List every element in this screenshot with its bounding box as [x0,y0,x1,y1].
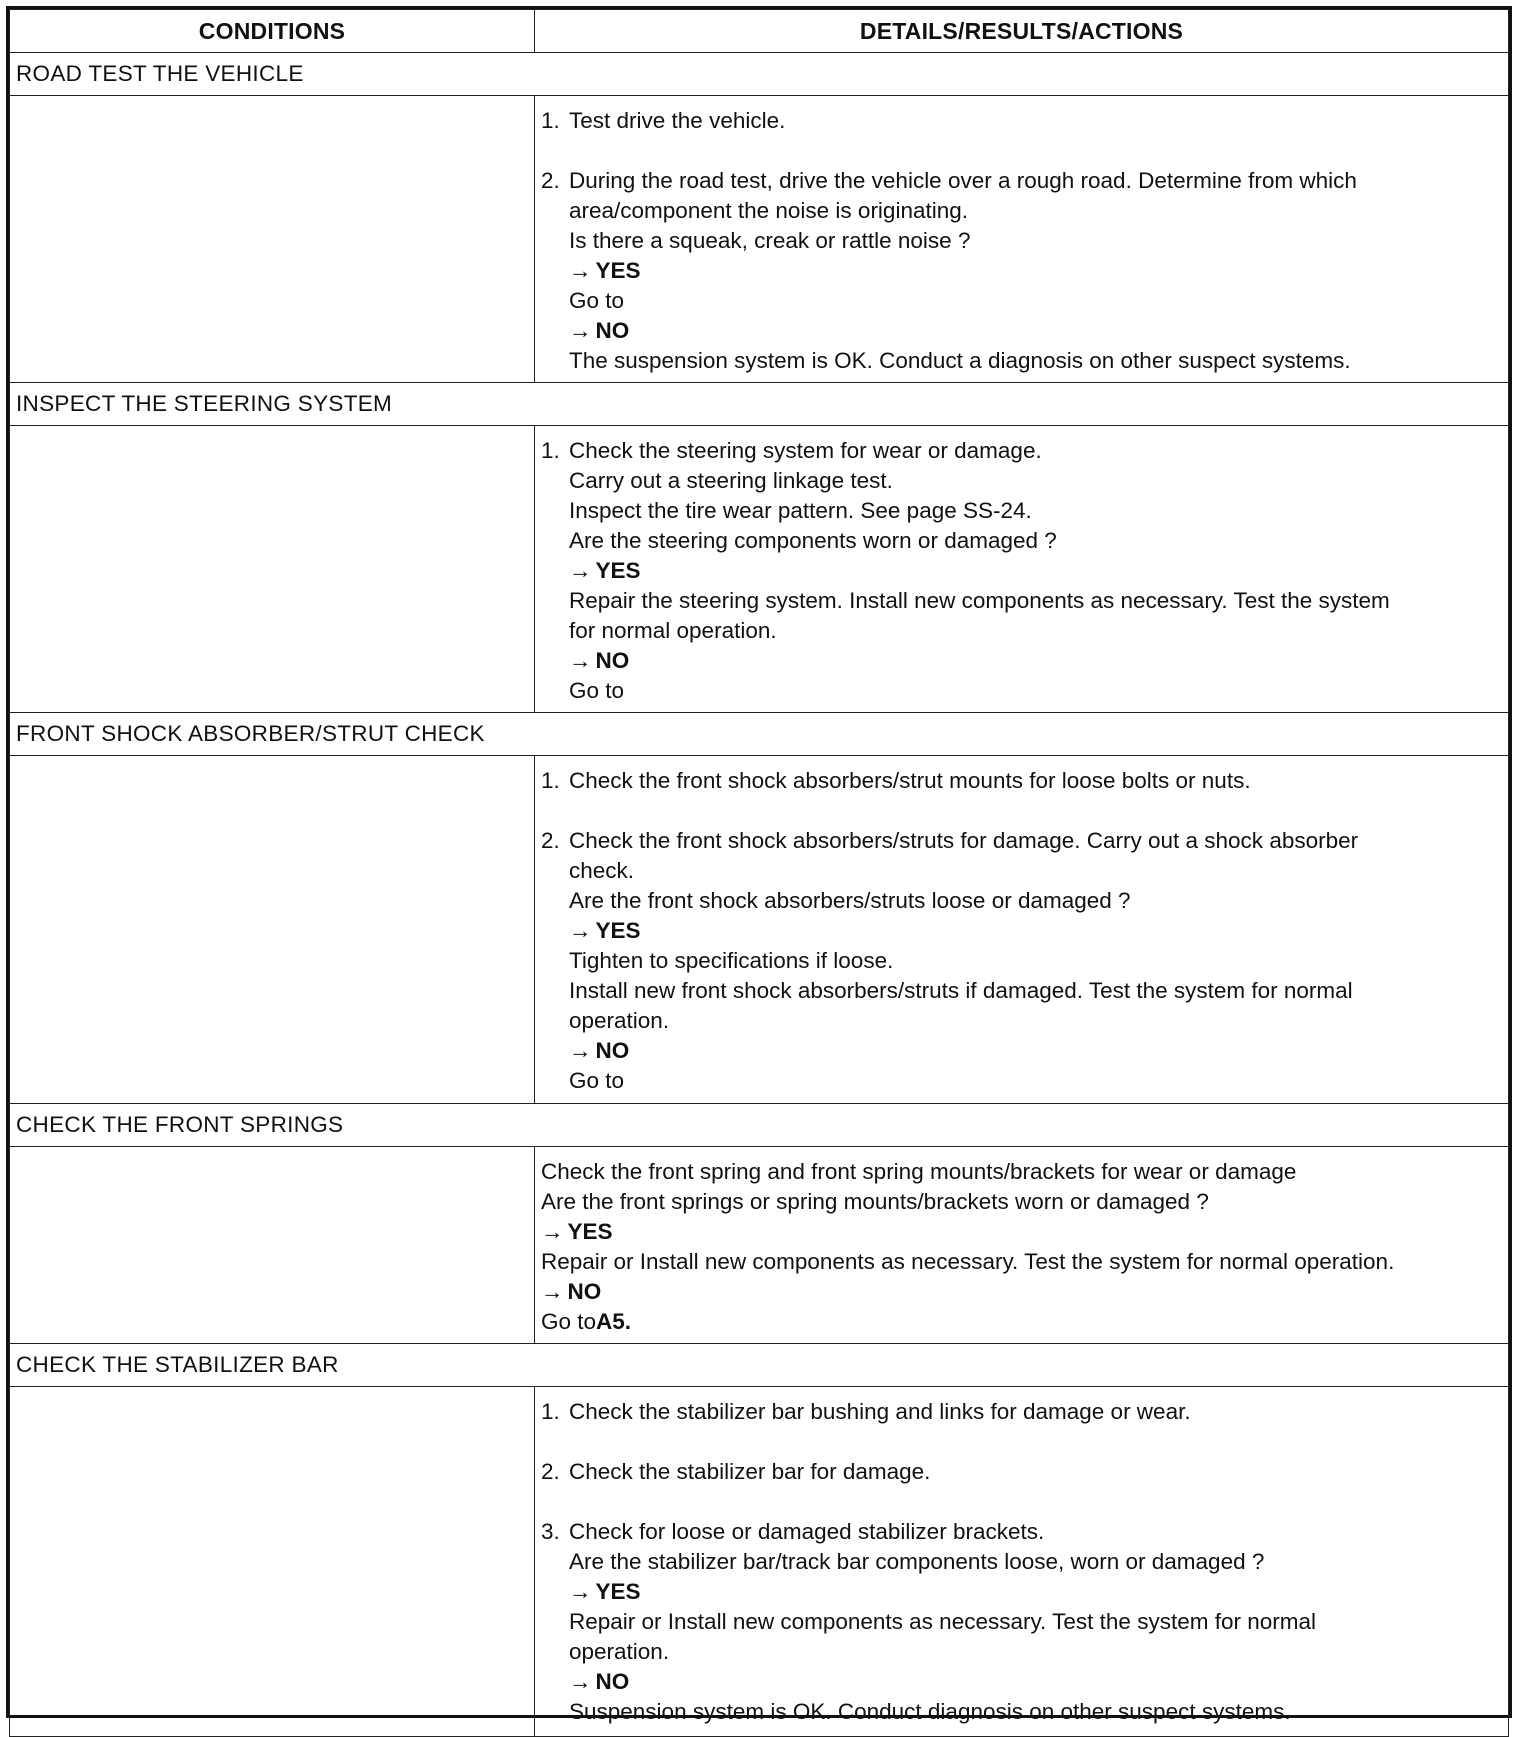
conditions-cell [10,756,535,1104]
no-action: The suspension system is OK. Conduct a diagnosis on other suspect systems. [569,348,1351,373]
step [541,766,1502,796]
step-text: Check the front shock absorbers/struts for damage. Carry out a shock absorber [569,828,1359,853]
section-title: FRONT SHOCK ABSORBER/STRUT CHECK [10,713,1509,756]
yes-result: → YES [569,1579,641,1604]
step-text: Check the stabilizer bar bushing and links for damage or wear. [569,1399,1191,1424]
yes-action: Repair the steering system. Install new components as necessary. Test the system [569,588,1390,613]
no-action: Go to [569,1068,625,1093]
yes-action: Tighten to specifications if loose. [569,948,894,973]
arrow-right-icon: → [569,558,592,583]
step [541,436,1502,706]
step [541,1397,1502,1427]
step-text: Test drive the vehicle. [569,108,786,133]
step-number: 3. [541,1519,560,1544]
step-text: area/component the noise is originating. [569,198,969,223]
no-result: → NO [569,1038,630,1063]
section-body-row [10,756,1509,1104]
conditions-cell [10,426,535,713]
step [541,106,1502,136]
arrow-right-icon: → [569,648,592,673]
step [541,826,1502,1096]
section-title: CHECK THE FRONT SPRINGS [10,1104,1509,1147]
arrow-right-icon: → [569,1038,592,1063]
step-text: Check for loose or damaged stabilizer brackets. [569,1519,1045,1544]
no-result: → NO [541,1279,602,1304]
step-text: Inspect the tire wear pattern. See page SS-24. [569,498,1032,523]
no-result: → NO [569,648,630,673]
section-title: CHECK THE STABILIZER BAR [10,1344,1509,1387]
no-action: Suspension system is OK. Conduct diagnosis on other suspect systems. [569,1699,1291,1724]
step-text: During the road test, drive the vehicle over a rough road. Determine from which [569,168,1357,193]
step-number: 2. [541,168,560,193]
conditions-header: CONDITIONS [10,10,535,53]
question-text: Are the stabilizer bar/track bar components loose, worn or damaged ? [569,1549,1265,1574]
conditions-cell [10,1147,535,1344]
details-cell [535,426,1509,713]
arrow-right-icon: → [569,918,592,943]
details-cell [535,96,1509,383]
section-body-row [10,1147,1509,1344]
question-text: Are the steering components worn or damaged ? [569,528,1057,553]
step-number: 2. [541,1459,560,1484]
yes-action: for normal operation. [569,618,777,643]
section-title: INSPECT THE STEERING SYSTEM [10,383,1509,426]
yes-action: Go to [569,288,625,313]
step-number: 1. [541,108,560,133]
step-text: Check the front spring and front spring mounts/brackets for wear or damage [541,1159,1297,1184]
details-header: DETAILS/RESULTS/ACTIONS [535,10,1509,53]
arrow-right-icon: → [569,258,592,283]
step-text: Check the stabilizer bar for damage. [569,1459,931,1484]
section-row [10,1344,1509,1387]
step-text: Check the steering system for wear or damage. [569,438,1042,463]
details-cell [535,1387,1509,1737]
step-text: Carry out a steering linkage test. [569,468,893,493]
no-action: Go toA5. [541,1309,632,1334]
no-result: → NO [569,318,630,343]
step-number: 1. [541,768,560,793]
yes-action: operation. [569,1639,670,1664]
arrow-right-icon: → [541,1279,564,1304]
yes-result: → YES [541,1219,613,1244]
section-body-row [10,96,1509,383]
arrow-right-icon: → [541,1219,564,1244]
conditions-cell [10,96,535,383]
step-number: 2. [541,828,560,853]
section-body-row [10,426,1509,713]
question-text: Are the front springs or spring mounts/brackets worn or damaged ? [541,1189,1209,1214]
question-text: Is there a squeak, creak or rattle noise ? [569,228,971,253]
yes-action: Repair or Install new components as necessary. Test the system for normal operation. [541,1249,1395,1274]
step-number: 1. [541,438,560,463]
details-cell [535,756,1509,1104]
yes-result: → YES [569,258,641,283]
section-body-row [10,1387,1509,1737]
step [541,1457,1502,1487]
yes-action: Install new front shock absorbers/struts if damaged. Test the system for normal [569,978,1353,1003]
step [541,166,1502,376]
details-cell [535,1147,1509,1344]
section-row [10,1104,1509,1147]
arrow-right-icon: → [569,1669,592,1694]
header-row [10,10,1509,53]
arrow-right-icon: → [569,1579,592,1604]
step-number: 1. [541,1399,560,1424]
yes-action: Repair or Install new components as necessary. Test the system for normal [569,1609,1316,1634]
arrow-right-icon: → [569,318,592,343]
step [541,1517,1502,1727]
no-result: → NO [569,1669,630,1694]
conditions-cell [10,1387,535,1737]
yes-result: → YES [569,918,641,943]
section-row [10,713,1509,756]
step-reference: A5. [596,1309,632,1334]
yes-action: operation. [569,1008,670,1033]
question-text: Are the front shock absorbers/struts loose or damaged ? [569,888,1131,913]
yes-result: → YES [569,558,641,583]
diagnostic-table-frame [6,6,1512,1724]
section-title: ROAD TEST THE VEHICLE [10,53,1509,96]
section-row [10,383,1509,426]
step-text: check. [569,858,635,883]
no-action: Go to [569,678,625,703]
step-text: Check the front shock absorbers/strut mounts for loose bolts or nuts. [569,768,1251,793]
diagnostic-table [9,9,1509,1737]
section-row [10,53,1509,96]
